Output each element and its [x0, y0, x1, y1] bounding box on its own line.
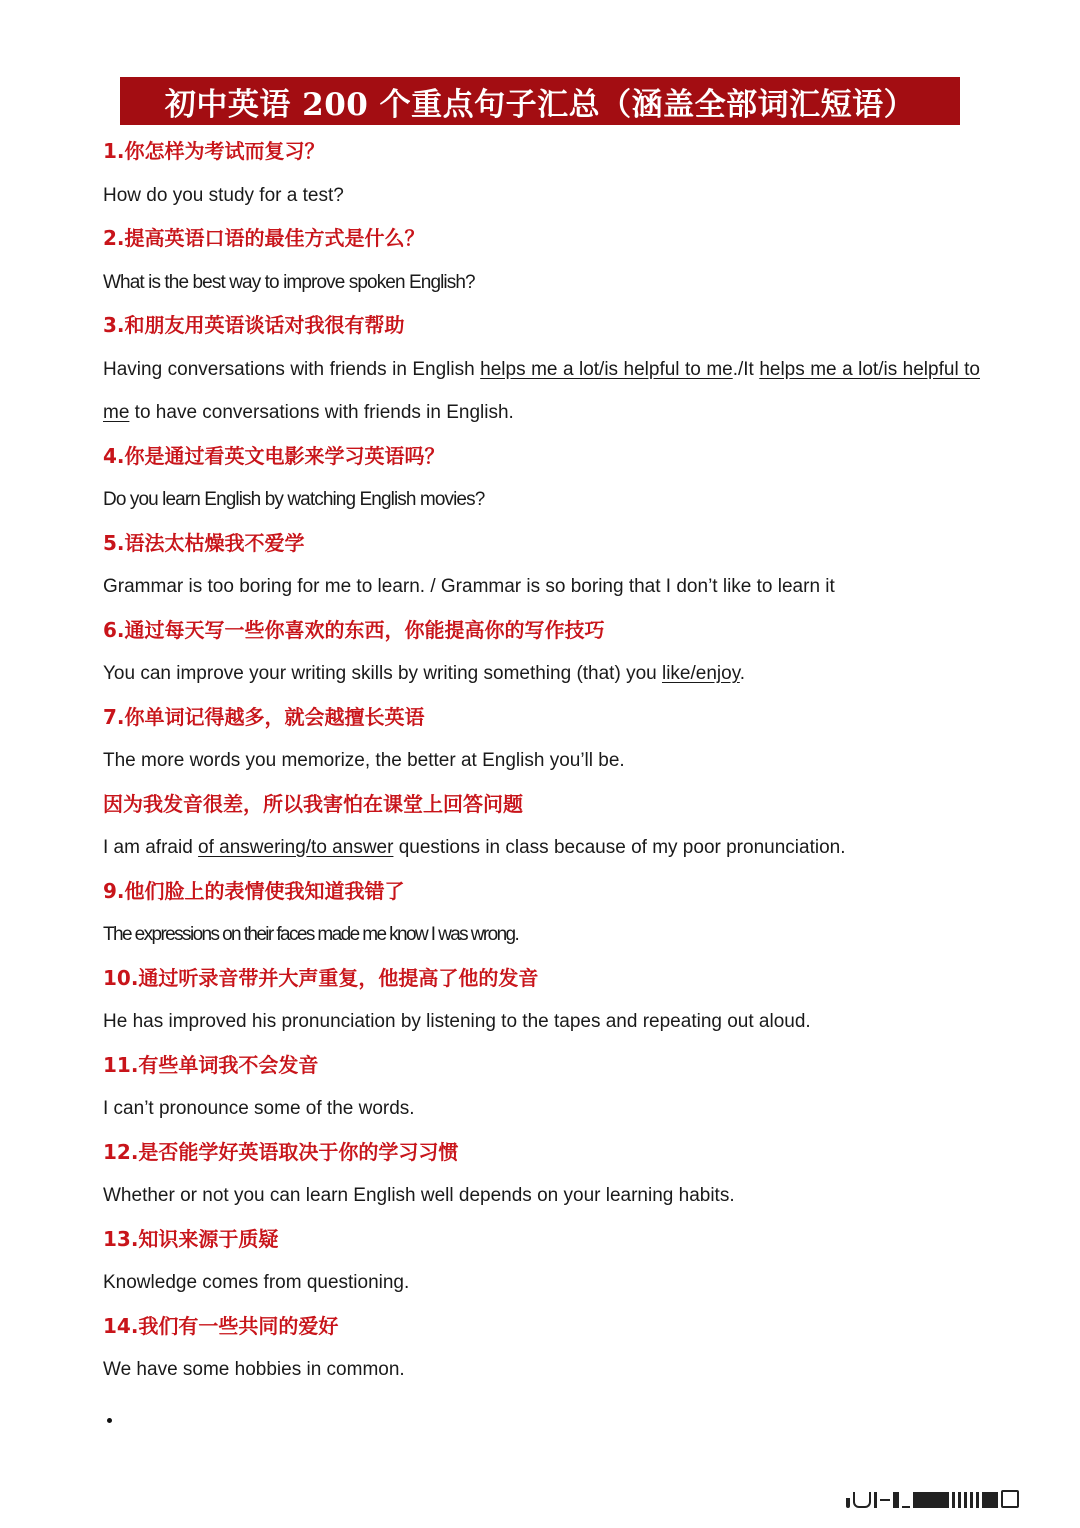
item-3-english	[103, 348, 980, 435]
item-9-english: The expressions on their faces made me know I was wrong.	[103, 924, 519, 945]
watermark-mark	[913, 1492, 949, 1508]
watermark-mark	[853, 1492, 871, 1508]
item-11-chinese: 11.有些单词我不会发音	[103, 1052, 319, 1077]
item-11-english: I can’t pronounce some of the words.	[103, 1098, 415, 1119]
item-8-text: questions in class because of my poor pronunciation.	[393, 837, 846, 858]
item-12-chinese: 12.是否能学好英语取决于你的学习习惯	[103, 1139, 459, 1164]
watermark-mark	[976, 1492, 979, 1508]
item-2-english: What is the best way to improve spoken English?	[103, 271, 475, 293]
watermark-mark	[902, 1506, 910, 1508]
watermark-mark	[874, 1492, 877, 1508]
item-7-chinese: 7.你单词记得越多，就会越擅长英语	[103, 704, 425, 729]
item-10-chinese: 10.通过听录音带并大声重复，他提高了他的发音	[103, 965, 539, 990]
item-7-english: The more words you memorize, the better at English you’ll be.	[103, 750, 625, 771]
watermark-mark	[846, 1498, 850, 1508]
sentence-list	[103, 130, 980, 1392]
item-14-chinese: 14.我们有一些共同的爱好	[103, 1313, 339, 1338]
item-3-chinese: 3.和朋友用英语谈话对我很有帮助	[103, 313, 405, 337]
item-2-chinese: 2.提高英语口语的最佳方式是什么？	[103, 226, 425, 250]
item-12-english: Whether or not you can learn English well depends on your learning habits.	[103, 1185, 735, 1206]
item-9-chinese: 9.他们脸上的表情使我知道我错了	[103, 878, 405, 903]
item-3-underlined-phrase: helps me a lot/is helpful to me	[103, 358, 980, 423]
item-6-english	[103, 652, 980, 696]
item-3-text: Having conversations with friends in English	[103, 358, 481, 380]
page-title: 初中英语 200 个重点句子汇总（涵盖全部词汇短语）	[164, 86, 916, 123]
watermark-mark	[952, 1492, 955, 1508]
item-10-english: He has improved his pronunciation by listening to the tapes and repeating out aloud.	[103, 1011, 811, 1032]
item-3-text: ./It	[732, 358, 760, 380]
item-1-chinese: 1.你怎样为考试而复习？	[103, 139, 325, 163]
item-14-english: We have some hobbies in common.	[103, 1359, 405, 1380]
item-8-english	[103, 826, 980, 870]
item-1-english: How do you study for a test?	[103, 184, 344, 206]
item-8-text: I am afraid	[103, 837, 199, 858]
stray-dot	[107, 1418, 112, 1423]
item-3-text: to have conversations with friends in English.	[129, 402, 514, 423]
item-4-chinese: 4.你是通过看英文电影来学习英语吗？	[103, 443, 445, 468]
item-6-text: You can improve your writing skills by writing something (that) you	[103, 663, 662, 684]
watermark-mark	[880, 1499, 890, 1501]
title-banner	[120, 77, 960, 125]
item-5-chinese: 5.语法太枯燥我不爱学	[103, 530, 305, 555]
watermark-mark	[964, 1492, 967, 1508]
item-6-underlined-phrase: like/enjoy	[661, 663, 740, 684]
watermark-mark	[1001, 1490, 1019, 1508]
watermark-logo	[846, 1490, 1058, 1508]
item-8-underlined-phrase: of answering/to answer	[198, 837, 394, 858]
item-4-english: Do you learn English by watching English movies?	[103, 489, 485, 510]
item-8-chinese: 因为我发音很差，所以我害怕在课堂上回答问题	[103, 791, 523, 816]
watermark-mark	[958, 1492, 961, 1508]
item-13-english: Knowledge comes from questioning.	[103, 1272, 410, 1293]
watermark-mark	[970, 1492, 973, 1508]
item-3-underlined-phrase: helps me a lot/is helpful to me	[480, 358, 733, 380]
item-6-text: .	[739, 663, 746, 684]
item-13-chinese: 13.知识来源于质疑	[103, 1226, 279, 1251]
item-5-english: Grammar is too boring for me to learn. / Grammar is so boring that I don’t like to learn it	[103, 576, 835, 597]
watermark-mark	[982, 1492, 998, 1508]
item-6-chinese: 6.通过每天写一些你喜欢的东西，你能提高你的写作技巧	[103, 617, 605, 642]
watermark-mark	[893, 1492, 899, 1508]
